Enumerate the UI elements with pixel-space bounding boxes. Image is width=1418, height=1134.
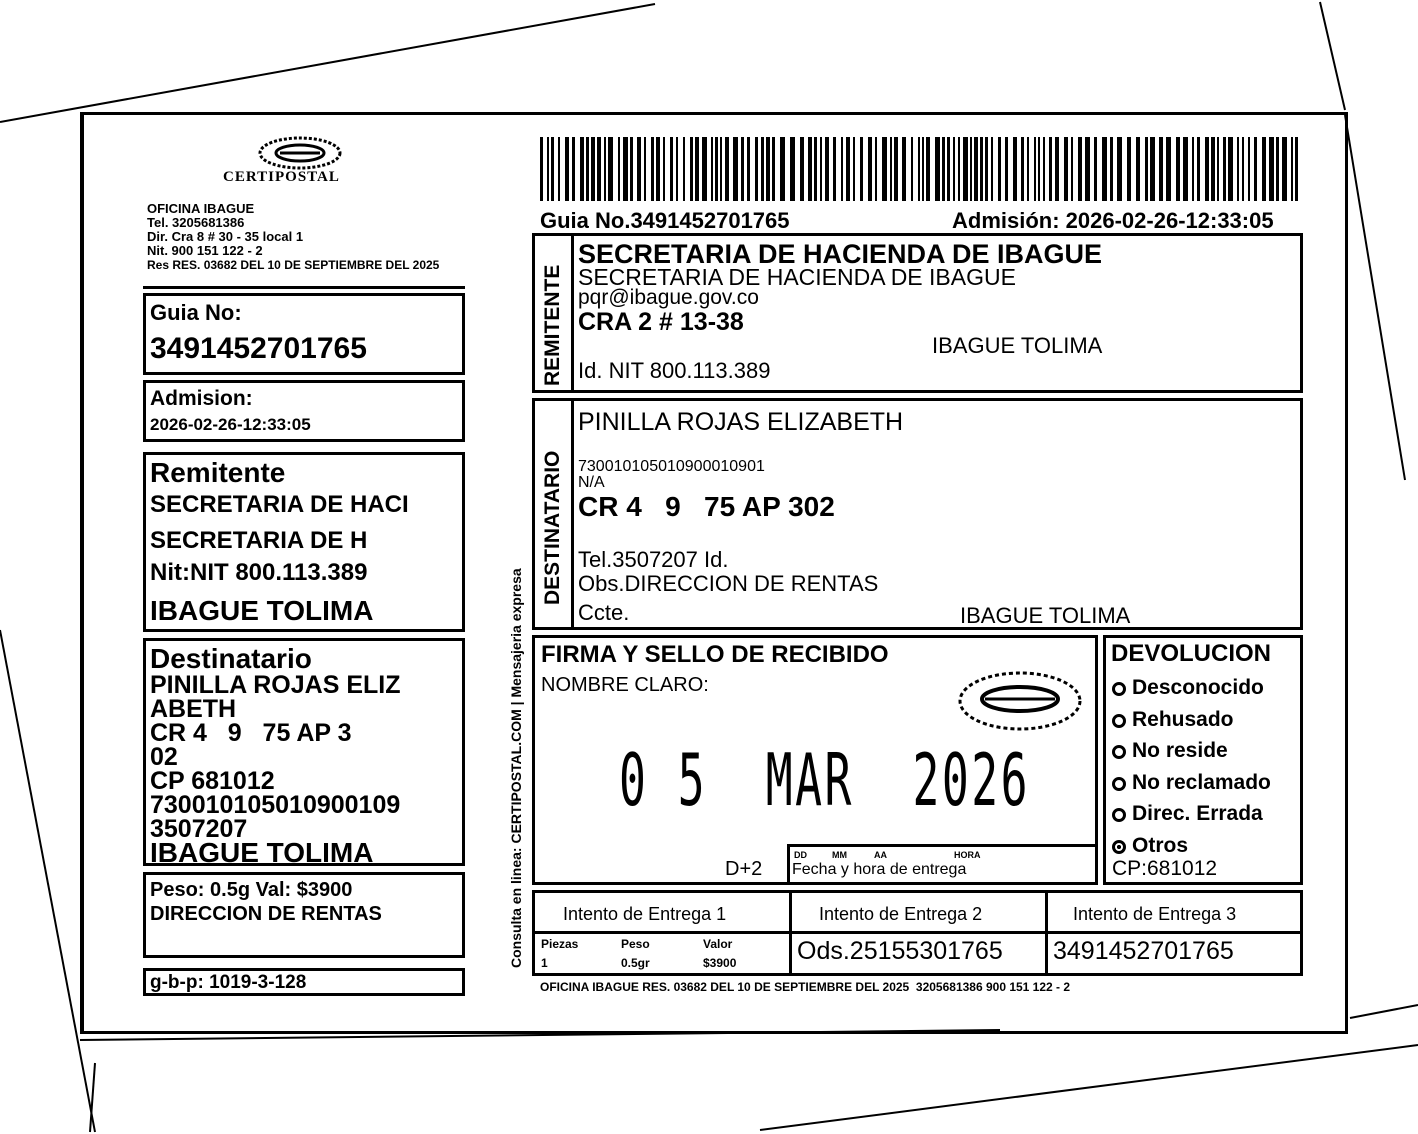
barcode-bar — [1276, 137, 1279, 201]
barcode-bar — [1282, 137, 1287, 201]
barcode-bar — [1205, 137, 1209, 201]
fecha-box — [787, 844, 1098, 885]
dest-line-4: 02 — [150, 743, 178, 771]
gbp-text: g-b-p: 1019-3-128 — [150, 972, 307, 993]
remitente-address: CRA 2 # 13-38 — [578, 308, 744, 336]
peso-value: 0.5gr — [621, 956, 650, 970]
destinatario-name: PINILLA ROJAS ELIZABETH — [578, 408, 904, 436]
barcode-bar — [1145, 137, 1148, 201]
remitente-nit: Nit:NIT 800.113.389 — [150, 559, 368, 586]
barcode-bar — [656, 137, 660, 201]
barcode-bar — [985, 137, 988, 201]
barcode-bar — [761, 137, 764, 201]
barcode-bar — [911, 137, 913, 201]
barcode-bar — [974, 137, 978, 201]
barcode-bar — [780, 137, 785, 201]
intento-3: Intento de Entrega 3 — [1073, 904, 1237, 924]
barcode-bar — [766, 137, 770, 201]
radio-icon — [1112, 682, 1126, 696]
admision-value: 2026-02-26-12:33:05 — [150, 415, 311, 434]
intentos-col-divider-1 — [789, 893, 792, 973]
barcode-bar — [547, 137, 549, 201]
destinatario-box-left — [143, 638, 465, 866]
barcode-bar — [591, 137, 595, 201]
barcode-bar — [800, 137, 804, 201]
barcode-bar — [1021, 137, 1024, 201]
barcode-bar — [1117, 137, 1122, 201]
barcode-bar — [894, 137, 898, 201]
intento-2: Intento de Entrega 2 — [819, 904, 983, 924]
destinatario-lines — [150, 671, 401, 868]
remitente-city: IBAGUE TOLIMA — [932, 333, 1103, 358]
fecha-label: Fecha y hora de entrega — [792, 861, 967, 878]
barcode-bar — [1055, 137, 1059, 201]
option-desconocido[interactable]: Desconocido — [1112, 672, 1271, 704]
option-rehusado[interactable]: Rehusado — [1112, 704, 1271, 736]
dest-line-8: IBAGUE TOLIMA — [150, 837, 374, 868]
barcode-bar — [651, 137, 654, 201]
barcode-bar — [926, 137, 930, 201]
radio-icon — [1112, 745, 1126, 759]
firma-box — [532, 635, 1098, 885]
barcode-bar — [980, 137, 983, 201]
office-tel: Tel. 3205681386 — [147, 215, 245, 230]
barcode-bar — [1228, 137, 1233, 201]
peso-label: Peso — [621, 937, 650, 951]
destinatario-obs: Obs.DIRECCION DE RENTAS — [578, 571, 879, 596]
dest-line-5: CP 681012 — [150, 767, 275, 795]
barcode-bar — [947, 137, 950, 201]
barcode-bar — [608, 137, 613, 201]
barcode-bar — [958, 137, 960, 201]
destinatario-heading: Destinatario — [150, 643, 312, 674]
barcode-bar — [1043, 137, 1045, 201]
barcode-bar — [565, 137, 569, 201]
destinatario-na: N/A — [578, 474, 605, 491]
barcode-bar — [618, 137, 620, 201]
office-res: Res RES. 03682 DEL 10 DE SEPTIEMBRE DEL 2025 — [147, 258, 440, 272]
barcode-bar — [1262, 137, 1266, 201]
option-otros[interactable]: Otros — [1112, 830, 1271, 862]
remitente-line2: SECRETARIA DE H — [150, 527, 368, 554]
devolucion-box — [1103, 635, 1303, 885]
barcode-bar — [725, 137, 729, 201]
dest-line-3: CR 4 9 75 AP 3 — [150, 719, 352, 747]
guia-header: Guia No.3491452701765 — [540, 208, 790, 233]
barcode-bar — [580, 137, 584, 201]
office-info — [147, 202, 439, 272]
office-dir: Dir. Cra 8 # 30 - 35 local 1 — [147, 229, 304, 244]
barcode-bar — [790, 137, 795, 201]
ods-value: Ods.25155301765 — [797, 937, 1003, 965]
destinatario-ccte: Ccte. — [578, 600, 630, 625]
barcode-bar — [1223, 137, 1226, 201]
remitente-box-left — [143, 452, 465, 632]
barcode-bar — [540, 137, 543, 201]
guia-num-value: 3491452701765 — [1053, 937, 1234, 965]
barcode-bar — [853, 137, 855, 201]
barcode-bar — [558, 137, 560, 201]
barcode-bar — [623, 137, 628, 201]
guia-box — [143, 293, 465, 375]
barcode-bar — [963, 137, 968, 201]
barcode-bar — [644, 137, 646, 201]
remitente-name2: SECRETARIA DE HACIENDA DE IBAGUE — [578, 264, 1016, 290]
radio-icon — [1112, 808, 1126, 822]
barcode-bar — [868, 137, 872, 201]
firma-nombre: NOMBRE CLARO: — [541, 674, 709, 696]
destinatario-tel: Tel.3507207 Id. — [578, 547, 729, 572]
dest-line-6: 730010105010900109 — [150, 791, 401, 819]
barcode-bar — [1110, 137, 1113, 201]
admision-box — [143, 380, 465, 442]
remitente-line1: SECRETARIA DE HACI — [150, 491, 409, 518]
barcode-bar — [702, 137, 707, 201]
barcode-bar — [663, 137, 665, 201]
barcode-bar — [597, 137, 601, 201]
barcode-bar — [814, 137, 817, 201]
barcode-bar — [1159, 137, 1163, 201]
logo-text: CERTIPOSTAL — [223, 169, 340, 185]
option-no-reside[interactable]: No reside — [1112, 735, 1271, 767]
barcode-bar — [1166, 137, 1171, 201]
dd-label: DD — [794, 850, 807, 860]
barcode-bar — [1013, 137, 1017, 201]
barcode-bar — [1192, 137, 1194, 201]
barcode-bar — [572, 137, 575, 201]
barcode-bar — [1049, 137, 1052, 201]
stamp-seal-icon — [955, 666, 1085, 736]
barcode-bar — [695, 137, 699, 201]
radio-icon — [1112, 777, 1126, 791]
remitente-heading: Remitente — [150, 457, 286, 488]
peso-text: Peso: 0.5g Val: $3900 — [150, 879, 353, 901]
intento-1: Intento de Entrega 1 — [563, 904, 727, 924]
piezas-value: 1 — [541, 956, 548, 970]
destinatario-box — [532, 398, 1303, 630]
option-no-reclamado[interactable]: No reclamado — [1112, 767, 1271, 799]
barcode-bar — [747, 137, 750, 201]
admision-label: Admision: — [150, 387, 253, 410]
remitente-label: REMITENTE — [541, 264, 564, 386]
barcode-bar — [637, 137, 641, 201]
barcode-bar — [825, 137, 829, 201]
barcode-bar — [1217, 137, 1219, 201]
barcode-bar — [935, 137, 940, 201]
barcode-bar — [683, 137, 685, 201]
firma-title: FIRMA Y SELLO DE RECIBIDO — [541, 641, 889, 668]
aa-label: AA — [874, 850, 887, 860]
remitente-name1: SECRETARIA DE HACIENDA DE IBAGUE — [578, 239, 1103, 269]
barcode-bar — [711, 137, 713, 201]
barcode-bar — [1211, 137, 1215, 201]
barcode-bar — [676, 137, 678, 201]
dest-line-7: 3507207 — [150, 815, 248, 843]
remitente-email: pqr@ibague.gov.co — [578, 286, 759, 309]
barcode-bar — [998, 137, 1001, 201]
barcode-bar — [808, 137, 812, 201]
barcode-bar — [1064, 137, 1068, 201]
barcode-bar — [1269, 137, 1274, 201]
barcode-bar — [1127, 137, 1131, 201]
barcode-bar — [902, 137, 906, 201]
barcode-bar — [1237, 137, 1239, 201]
barcode-bar — [604, 137, 606, 201]
barcode-bar — [1136, 137, 1140, 201]
barcode-bar — [1242, 137, 1244, 201]
obs-text: DIRECCION DE RENTAS — [150, 903, 382, 925]
intentos-row-divider — [535, 931, 1300, 934]
intentos-table — [532, 890, 1303, 976]
barcode-bar — [741, 137, 744, 201]
barcode-bar — [586, 137, 589, 201]
barcode-bar — [882, 137, 887, 201]
barcode-bar — [1094, 137, 1097, 201]
admision-header: Admisión: 2026-02-26-12:33:05 — [952, 208, 1274, 233]
dest-line-2: ABETH — [150, 695, 237, 723]
devolucion-cp: CP:681012 — [1112, 857, 1218, 880]
guia-label: Guia No: — [150, 300, 242, 325]
office-name: OFICINA IBAGUE — [147, 201, 255, 216]
barcode-bar — [922, 137, 924, 201]
barcode-bar — [690, 137, 693, 201]
barcode-bar — [1254, 137, 1257, 201]
barcode-bar — [1071, 137, 1073, 201]
valor-label: Valor — [703, 937, 733, 951]
remitente-city: IBAGUE TOLIMA — [150, 595, 374, 626]
barcode-bar — [1248, 137, 1250, 201]
barcode-bar — [1183, 137, 1188, 201]
gbp-box — [143, 968, 465, 996]
barcode-bar — [875, 137, 877, 201]
stamp-date: 0 5 MAR 2026 — [619, 738, 1030, 822]
barcode-bar — [841, 137, 843, 201]
barcode-bar — [733, 137, 738, 201]
certipostal-logo — [215, 133, 385, 183]
barcode-bar — [860, 137, 863, 201]
side-consulta-text: Consulta en linea: CERTIPOSTAL.COM | Mensajeria expresa — [508, 568, 524, 968]
barcode-bar — [890, 137, 892, 201]
barcode-bar — [1027, 137, 1029, 201]
remitente-box — [532, 233, 1303, 393]
d2-label: D+2 — [725, 858, 763, 880]
barcode-bar — [991, 137, 993, 201]
barcode-bar — [1085, 137, 1090, 201]
barcode-bar — [755, 137, 758, 201]
barcode-bar — [1150, 137, 1155, 201]
barcode — [540, 137, 1302, 201]
barcode-bar — [670, 137, 673, 201]
barcode-bar — [820, 137, 822, 201]
barcode-bar — [970, 137, 972, 201]
piezas-label: Piezas — [541, 937, 579, 951]
guia-value: 3491452701765 — [150, 332, 367, 365]
barcode-bar — [1291, 137, 1293, 201]
peso-box — [143, 872, 465, 958]
remitente-id: Id. NIT 800.113.389 — [578, 358, 771, 383]
barcode-bar — [846, 137, 850, 201]
radio-icon — [1112, 714, 1126, 728]
barcode-bar — [1176, 137, 1180, 201]
barcode-bar — [720, 137, 722, 201]
barcode-bar — [918, 137, 920, 201]
barcode-bar — [1034, 137, 1036, 201]
intentos-col-divider-2 — [1045, 893, 1048, 973]
barcode-bar — [551, 137, 554, 201]
destinatario-label: DESTINATARIO — [541, 450, 564, 605]
mm-label: MM — [832, 850, 847, 860]
hora-label: HORA — [954, 850, 981, 860]
devolucion-title: DEVOLUCION — [1111, 640, 1272, 667]
barcode-bar — [1102, 137, 1107, 201]
barcode-bar — [1038, 137, 1040, 201]
footer-text: OFICINA IBAGUE RES. 03682 DEL 10 DE SEPTIEMBRE DEL 2025 3205681386 900 151 122 - 2 — [540, 980, 1071, 994]
radio-selected-icon — [1112, 840, 1126, 854]
barcode-bar — [1078, 137, 1082, 201]
barcode-bar — [630, 137, 633, 201]
barcode-bar — [772, 137, 775, 201]
barcode-bar — [1005, 137, 1008, 201]
barcode-bar — [942, 137, 945, 201]
office-divider — [143, 286, 465, 289]
destinatario-city: IBAGUE TOLIMA — [960, 603, 1131, 628]
destinatario-code: 730010105010900010901 — [578, 458, 765, 475]
devolucion-options — [1112, 672, 1271, 861]
barcode-bar — [1197, 137, 1200, 201]
barcode-bar — [715, 137, 718, 201]
option-direc-errada[interactable]: Direc. Errada — [1112, 798, 1271, 830]
office-nit: Nit. 900 151 122 - 2 — [147, 243, 263, 258]
valor-value: $3900 — [703, 956, 737, 970]
destinatario-address: CR 4 9 75 AP 302 — [578, 491, 835, 522]
barcode-bar — [833, 137, 836, 201]
barcode-bar — [953, 137, 955, 201]
dest-line-1: PINILLA ROJAS ELIZ — [150, 671, 401, 699]
barcode-bar — [1295, 137, 1298, 201]
